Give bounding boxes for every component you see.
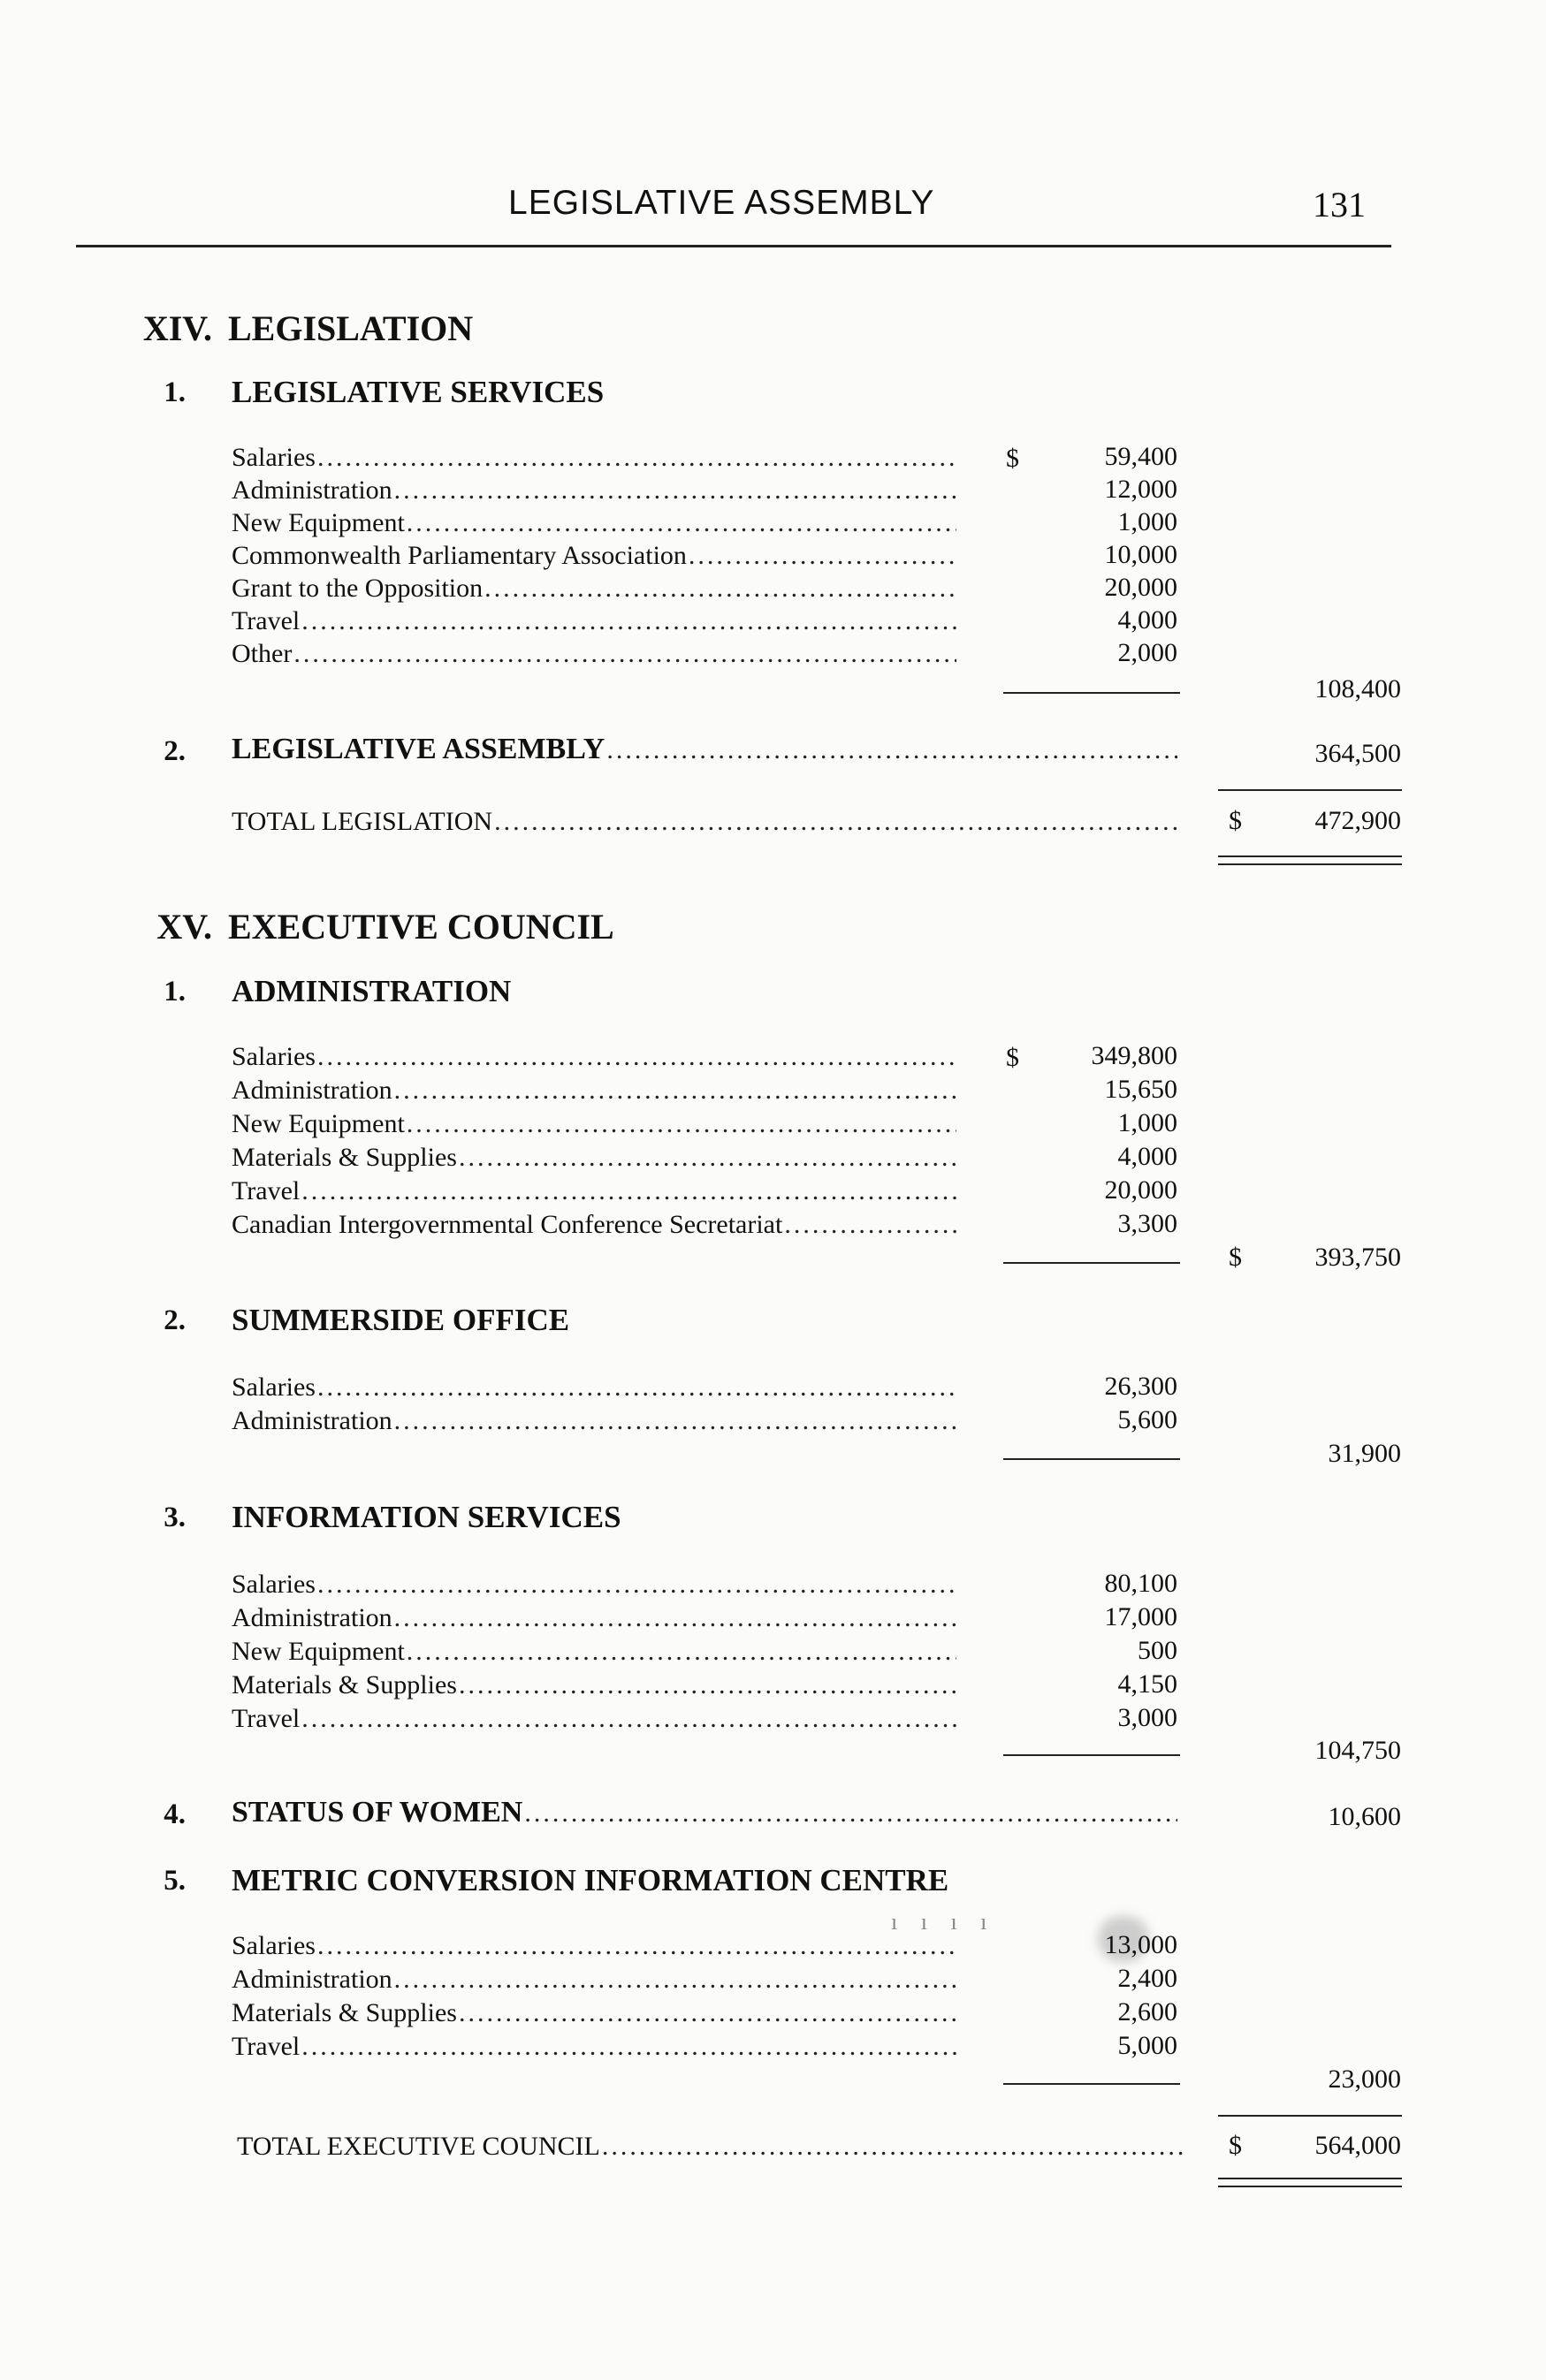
- dollar-sign: $: [1229, 2131, 1242, 2160]
- subtotal-amount: 108,400: [1314, 674, 1401, 703]
- line-item-amount: 5,000: [1117, 2031, 1177, 2060]
- line-item: [232, 1108, 956, 1140]
- dot-leader: [317, 1041, 956, 1073]
- line-item-amount: 5,600: [1117, 1405, 1177, 1434]
- line-item-label: Salaries: [232, 1372, 316, 1402]
- dollar-sign: $: [1006, 1043, 1019, 1072]
- line-item: [232, 1669, 956, 1701]
- subtotal-amount: 393,750: [1314, 1243, 1401, 1272]
- dot-leader: [394, 475, 956, 506]
- line-item-label: Administration: [232, 1603, 392, 1632]
- line-item-amount: 80,100: [1104, 1569, 1177, 1598]
- line-item: [232, 573, 956, 605]
- line-item-label: Travel: [232, 606, 301, 635]
- line-item: [232, 1209, 956, 1241]
- subsection-number: 1.: [164, 976, 186, 1008]
- line-item-amount: 4,000: [1117, 1142, 1177, 1171]
- subtotal-rule: [1003, 2083, 1180, 2085]
- dollar-sign: $: [1229, 806, 1242, 835]
- subtotal-amount: 23,000: [1328, 2064, 1401, 2094]
- line-item-label: Grant to the Opposition: [232, 574, 484, 603]
- subsection-title-summerside-office: SUMMERSIDE OFFICE: [232, 1303, 570, 1337]
- line-item: [232, 1964, 956, 1996]
- dot-leader: [459, 1142, 956, 1174]
- line-item-label: New Equipment: [232, 1637, 405, 1666]
- line-item: [232, 1405, 956, 1437]
- total-label: TOTAL EXECUTIVE COUNCIL: [237, 2132, 600, 2161]
- line-item-label: Salaries: [232, 1570, 316, 1599]
- dollar-sign: $: [1006, 444, 1019, 473]
- running-header-title: LEGISLATIVE ASSEMBLY: [508, 184, 935, 222]
- dot-leader: [394, 1405, 956, 1437]
- subsection-number: 2.: [164, 1304, 186, 1336]
- line-item-label: Materials & Supplies: [232, 1998, 457, 2027]
- line-item-amount: 4,150: [1117, 1669, 1177, 1699]
- dot-leader: [301, 2031, 956, 2063]
- total-rule: [1218, 789, 1402, 791]
- subsection-number: 1.: [164, 376, 186, 408]
- subsection-title: LEGISLATIVE ASSEMBLY: [232, 733, 605, 765]
- line-item-label: Administration: [232, 1406, 392, 1435]
- line-item-amount: 2,600: [1117, 1997, 1177, 2026]
- line-item-label: Administration: [232, 1965, 392, 1994]
- subtotal-rule: [1003, 1754, 1180, 1756]
- subtotal-rule: [1003, 692, 1180, 694]
- dot-leader: [524, 1798, 1177, 1829]
- line-item: [232, 540, 956, 572]
- dot-leader: [301, 1175, 956, 1207]
- line-item-amount: 349,800: [1091, 1041, 1177, 1070]
- subsection-line-legislative-assembly: [232, 734, 1177, 766]
- subsection-number: 2.: [164, 735, 186, 767]
- line-item: [232, 442, 956, 474]
- dot-leader: [784, 1209, 956, 1241]
- header-rule: [76, 245, 1391, 247]
- line-item-label: Travel: [232, 1176, 301, 1205]
- total-label: TOTAL LEGISLATION: [232, 807, 493, 836]
- line-item-amount: 3,300: [1117, 1209, 1177, 1238]
- line-item: [232, 475, 956, 506]
- section-number-xv: XV.: [156, 907, 212, 947]
- line-item-label: Canadian Intergovernmental Conference Secretariat: [232, 1210, 783, 1239]
- subtotal-amount: 31,900: [1328, 1439, 1401, 1468]
- line-item: [232, 1175, 956, 1207]
- line-item-amount: 17,000: [1104, 1602, 1177, 1631]
- dot-leader: [407, 1108, 956, 1140]
- line-item-amount: 2,400: [1117, 1964, 1177, 1993]
- line-item-label: Salaries: [232, 443, 316, 472]
- subsection-title-administration: ADMINISTRATION: [232, 974, 512, 1008]
- dot-leader: [484, 573, 956, 605]
- line-item-label: Salaries: [232, 1042, 316, 1071]
- scan-marks: ı ı ı ı: [891, 1909, 996, 1935]
- dot-leader: [459, 1669, 956, 1701]
- double-rule-bottom: [1218, 2186, 1402, 2187]
- dot-leader: [317, 442, 956, 474]
- double-rule-bottom: [1218, 863, 1402, 865]
- line-item-amount: 59,400: [1104, 442, 1177, 471]
- line-item-label: New Equipment: [232, 1109, 405, 1138]
- line-item: [232, 1602, 956, 1634]
- line-item-label: Commonwealth Parliamentary Association: [232, 541, 687, 570]
- line-item-label: Travel: [232, 1704, 301, 1733]
- double-rule-top: [1218, 2178, 1402, 2179]
- line-item-label: Administration: [232, 475, 392, 505]
- dot-leader: [301, 1703, 956, 1735]
- line-item: [232, 1636, 956, 1668]
- line-item-amount: 4,000: [1117, 605, 1177, 635]
- line-item: [232, 2031, 956, 2063]
- line-item: [232, 1997, 956, 2029]
- subsection-title-legislative-services: LEGISLATIVE SERVICES: [232, 375, 605, 409]
- line-item-label: New Equipment: [232, 508, 405, 537]
- dot-leader: [407, 507, 956, 539]
- dot-leader: [317, 1569, 956, 1601]
- line-item-label: Other: [232, 639, 293, 668]
- dot-leader: [394, 1964, 956, 1996]
- line-item-label: Materials & Supplies: [232, 1670, 457, 1699]
- line-item-label: Travel: [232, 2032, 301, 2061]
- total-amount: 564,000: [1314, 2131, 1401, 2160]
- line-item-amount: 20,000: [1104, 573, 1177, 602]
- double-rule-top: [1218, 855, 1402, 857]
- line-item-label: Administration: [232, 1076, 392, 1105]
- line-item: [232, 1041, 956, 1073]
- dot-leader: [301, 605, 956, 637]
- line-item-amount: 500: [1138, 1636, 1177, 1665]
- subsection-amount: 10,600: [1328, 1802, 1401, 1831]
- line-item-amount: 12,000: [1104, 475, 1177, 504]
- subsection-title: STATUS OF WOMEN: [232, 1796, 523, 1829]
- dot-leader: [293, 638, 956, 670]
- subsection-number: 5.: [164, 1865, 186, 1897]
- dot-leader: [407, 1636, 956, 1668]
- section-title-legislation: LEGISLATION: [228, 308, 474, 348]
- line-item: [232, 1372, 956, 1403]
- subsection-title-metric-conversion: METRIC CONVERSION INFORMATION CENTRE: [232, 1863, 949, 1897]
- line-item-label: Salaries: [232, 1931, 316, 1960]
- line-item-amount: 26,300: [1104, 1372, 1177, 1401]
- total-amount: 472,900: [1314, 806, 1401, 835]
- subsection-number: 3.: [164, 1502, 186, 1533]
- section-number-xiv: XIV.: [142, 308, 212, 348]
- dot-leader: [317, 1930, 956, 1962]
- subtotal-amount: 104,750: [1314, 1736, 1401, 1765]
- dot-leader: [459, 1997, 956, 2029]
- line-item-amount: 1,000: [1117, 507, 1177, 536]
- line-item: [232, 638, 956, 670]
- total-line-executive-council: [237, 2131, 1183, 2163]
- line-item-amount: 2,000: [1117, 638, 1177, 667]
- line-item: [232, 1142, 956, 1174]
- dot-leader: [317, 1372, 956, 1403]
- line-item-amount: 1,000: [1117, 1108, 1177, 1137]
- line-item: [232, 1703, 956, 1735]
- subtotal-rule: [1003, 1458, 1180, 1460]
- line-item: [232, 1930, 956, 1962]
- total-line-legislation: [232, 806, 1177, 838]
- line-item-amount: 3,000: [1117, 1703, 1177, 1732]
- line-item-amount: 13,000: [1104, 1930, 1177, 1959]
- subsection-line-status-of-women: [232, 1797, 1177, 1829]
- line-item: [232, 1569, 956, 1601]
- dot-leader: [394, 1075, 956, 1106]
- subsection-number: 4.: [164, 1798, 186, 1830]
- line-item: [232, 1075, 956, 1106]
- line-item-amount: 15,650: [1104, 1075, 1177, 1104]
- subsection-amount: 364,500: [1314, 739, 1401, 768]
- total-rule: [1218, 2115, 1402, 2117]
- section-title-executive-council: EXECUTIVE COUNCIL: [228, 907, 614, 947]
- subtotal-rule: [1003, 1262, 1180, 1264]
- subsection-title-information-services: INFORMATION SERVICES: [232, 1500, 621, 1534]
- dot-leader: [602, 2131, 1183, 2163]
- line-item-amount: 20,000: [1104, 1175, 1177, 1205]
- line-item: [232, 507, 956, 539]
- line-item-amount: 10,000: [1104, 540, 1177, 569]
- page-number: 131: [1313, 185, 1366, 224]
- dollar-sign: $: [1229, 1243, 1242, 1272]
- dot-leader: [494, 806, 1177, 838]
- dot-leader: [689, 540, 956, 572]
- line-item: [232, 605, 956, 637]
- line-item-label: Materials & Supplies: [232, 1143, 457, 1172]
- dot-leader: [606, 734, 1177, 766]
- dot-leader: [394, 1602, 956, 1634]
